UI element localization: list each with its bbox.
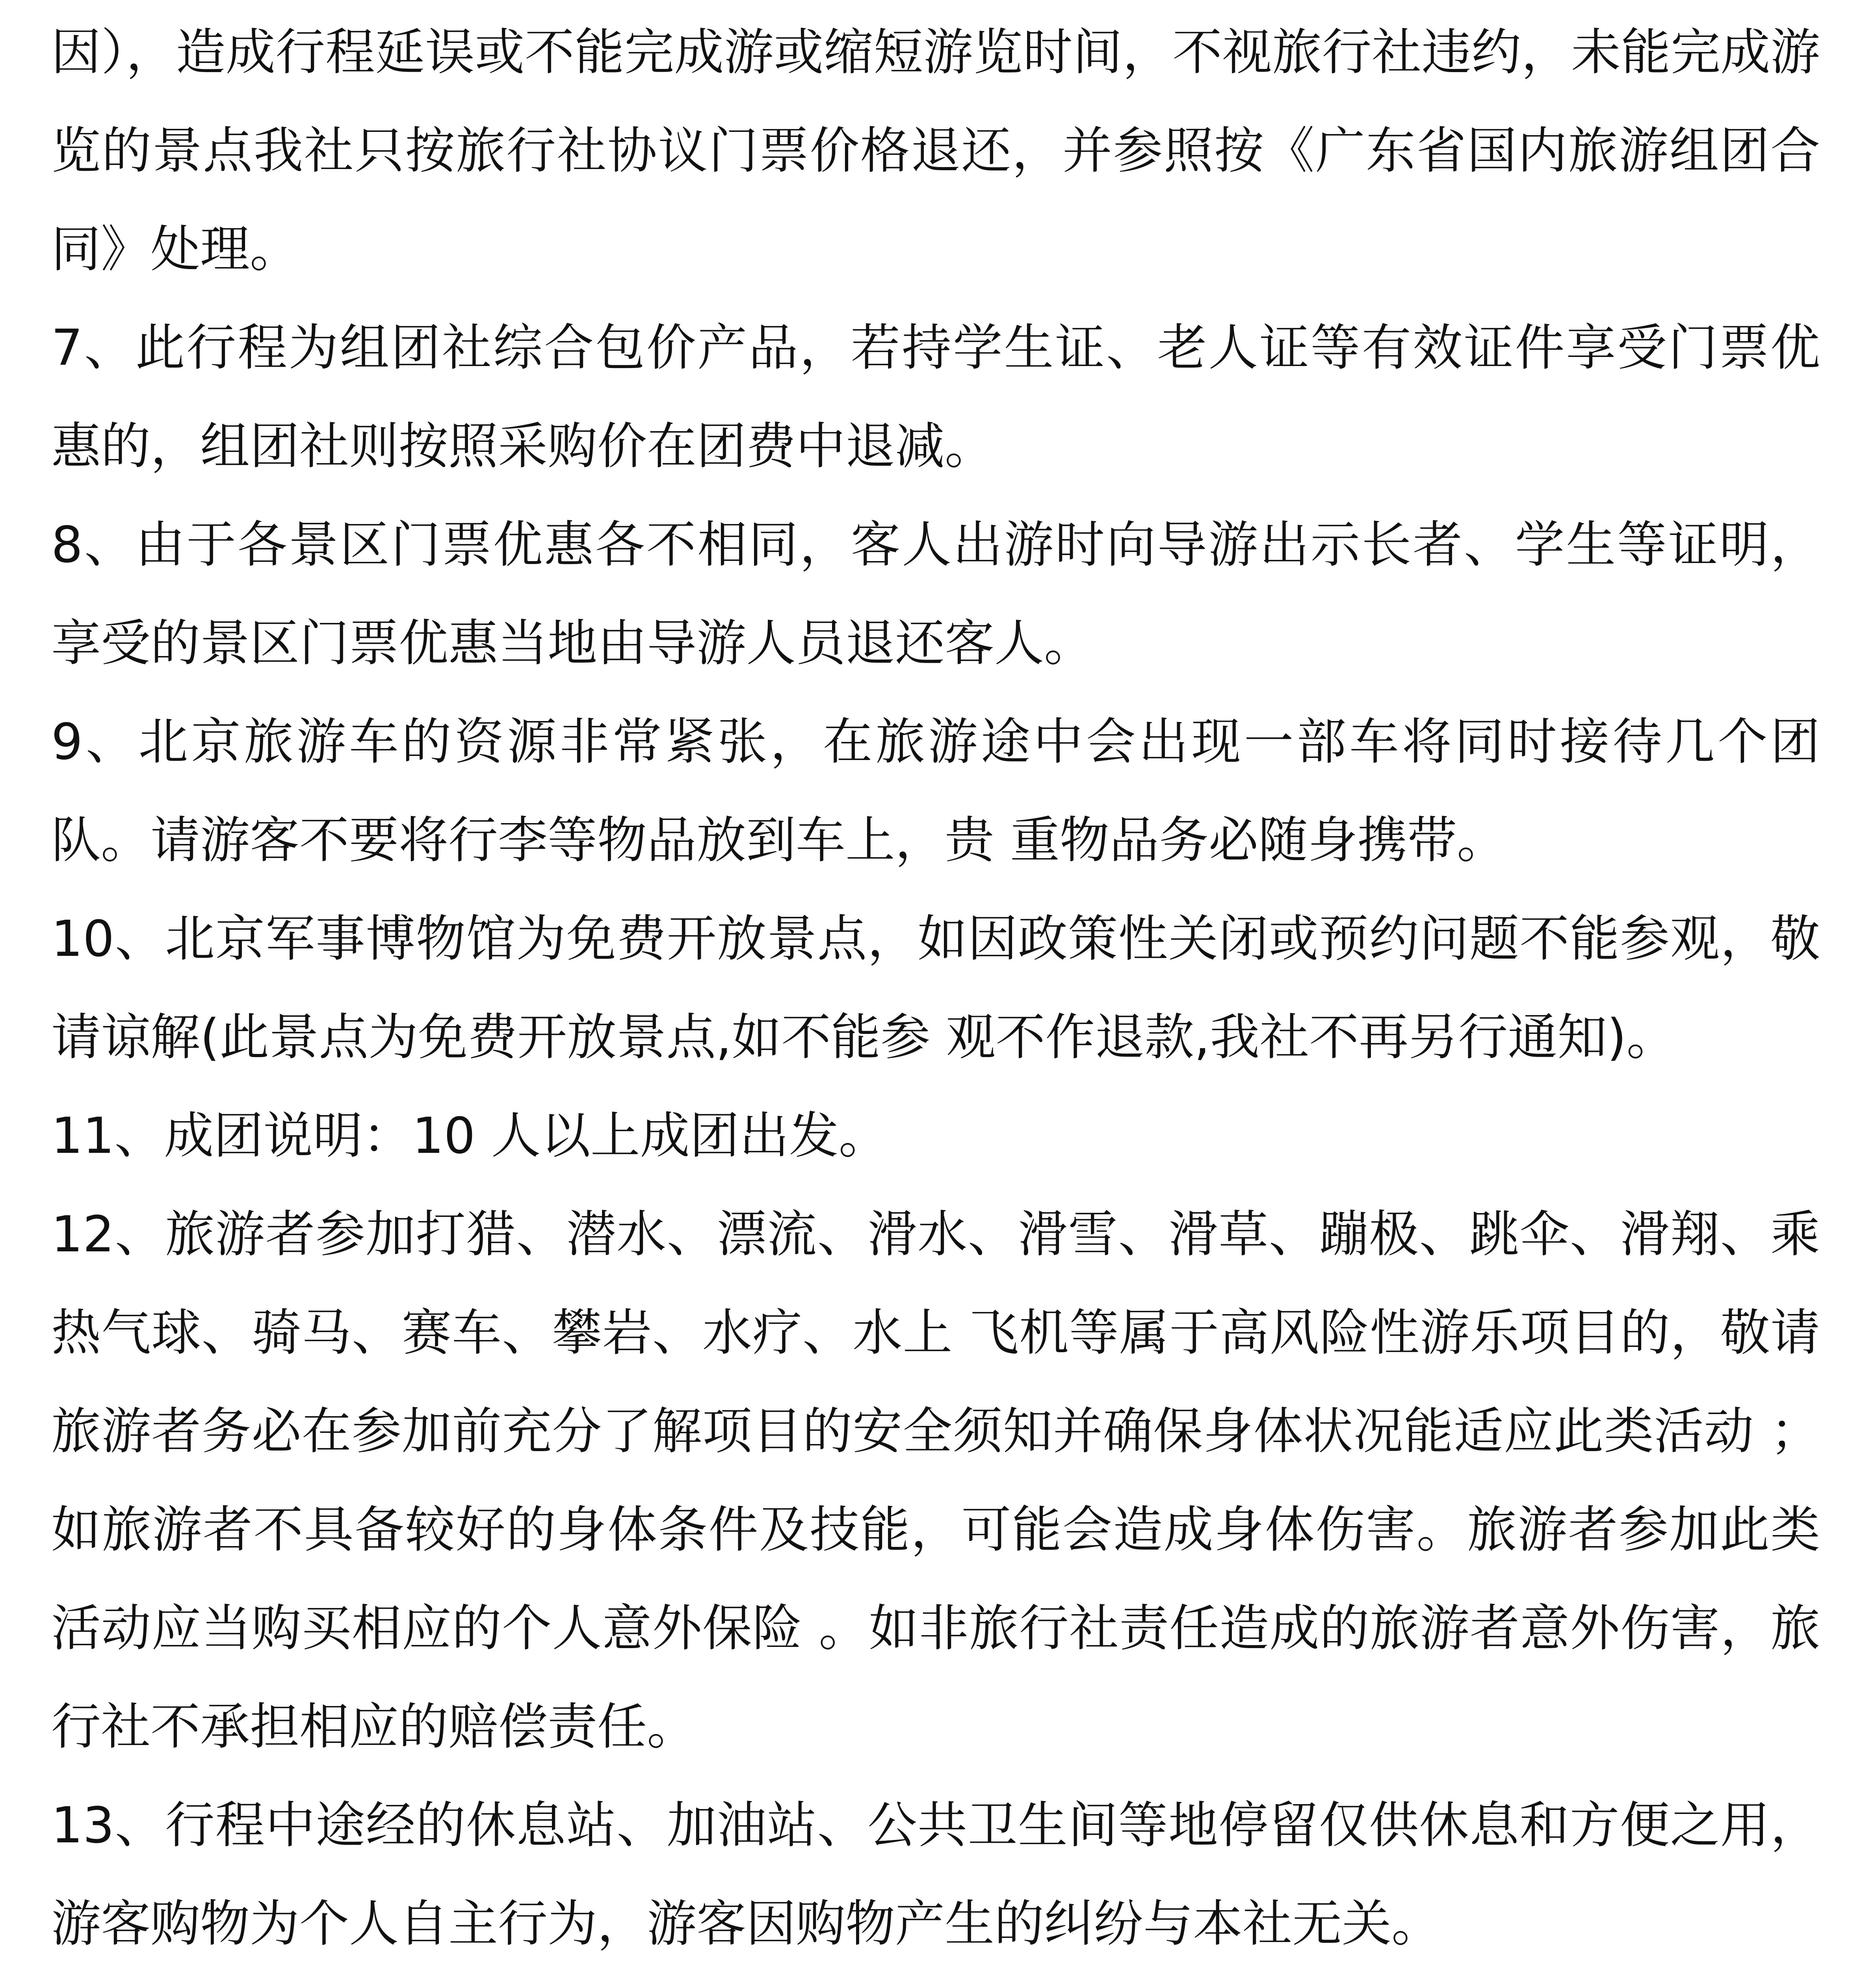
paragraph-item-8: 8、由于各景区门票优惠各不相同，客人出游时向导游出示长者、学生等证明，享受的景区门票优惠当地由导游人员退还客人。 (51, 516, 1820, 672)
paragraph-item-11: 11、成团说明：10 人以上成团出发。 (51, 1107, 888, 1165)
paragraph-item-13: 13、行程中途经的休息站、加油站、公共卫生间等地停留仅供休息和方便之用，游客购物为个人自主行为，游客因购物产生的纠纷与本社无关。 (51, 1796, 1820, 1953)
paragraph-item-9: 9、北京旅游车的资源非常紧张，在旅游途中会出现一部车将同时接待几个团队。请游客不要将行李等物品放到车上，贵 重物品务必随身携带。 (51, 713, 1820, 869)
paragraph-item-10: 10、北京军事博物馆为免费开放景点，如因政策性关闭或预约问题不能参观，敬请谅解(此景点为免费开放景点,如不能参 观不作退款,我社不再另行通知)。 (51, 910, 1820, 1066)
paragraph-item-12: 12、旅游者参加打猎、潜水、漂流、滑水、滑雪、滑草、蹦极、跳伞、滑翔、乘热气球、骑马、赛车、攀岩、水疗、水上 飞机等属于高风险性游乐项目的，敬请旅游者务必在参加前充分了解项目的安全须知并确保身体状况能适应此类活动 ；如旅游者不具备较好的身体条件及技能，可能会造成身体伤害。旅游者参加此类活动应当购买相应的个人意外保险 。如非旅行社责任造成的旅游者意外伤害，旅行社不承担相应的赔偿责任。 (51, 1205, 1820, 1756)
document-page (51, 3, 1820, 1970)
paragraph-continuation: 因），造成行程延误或不能完成游或缩短游览时间，不视旅行社违约，未能完成游览的景点我社只按旅行社协议门票价格退还，并参照按《广东省国内旅游组团合同》处理。 (51, 23, 1820, 278)
paragraph-item-7: 7、此行程为组团社综合包价产品，若持学生证、老人证等有效证件享受门票优惠的，组团社则按照采购价在团费中退减。 (51, 319, 1820, 475)
